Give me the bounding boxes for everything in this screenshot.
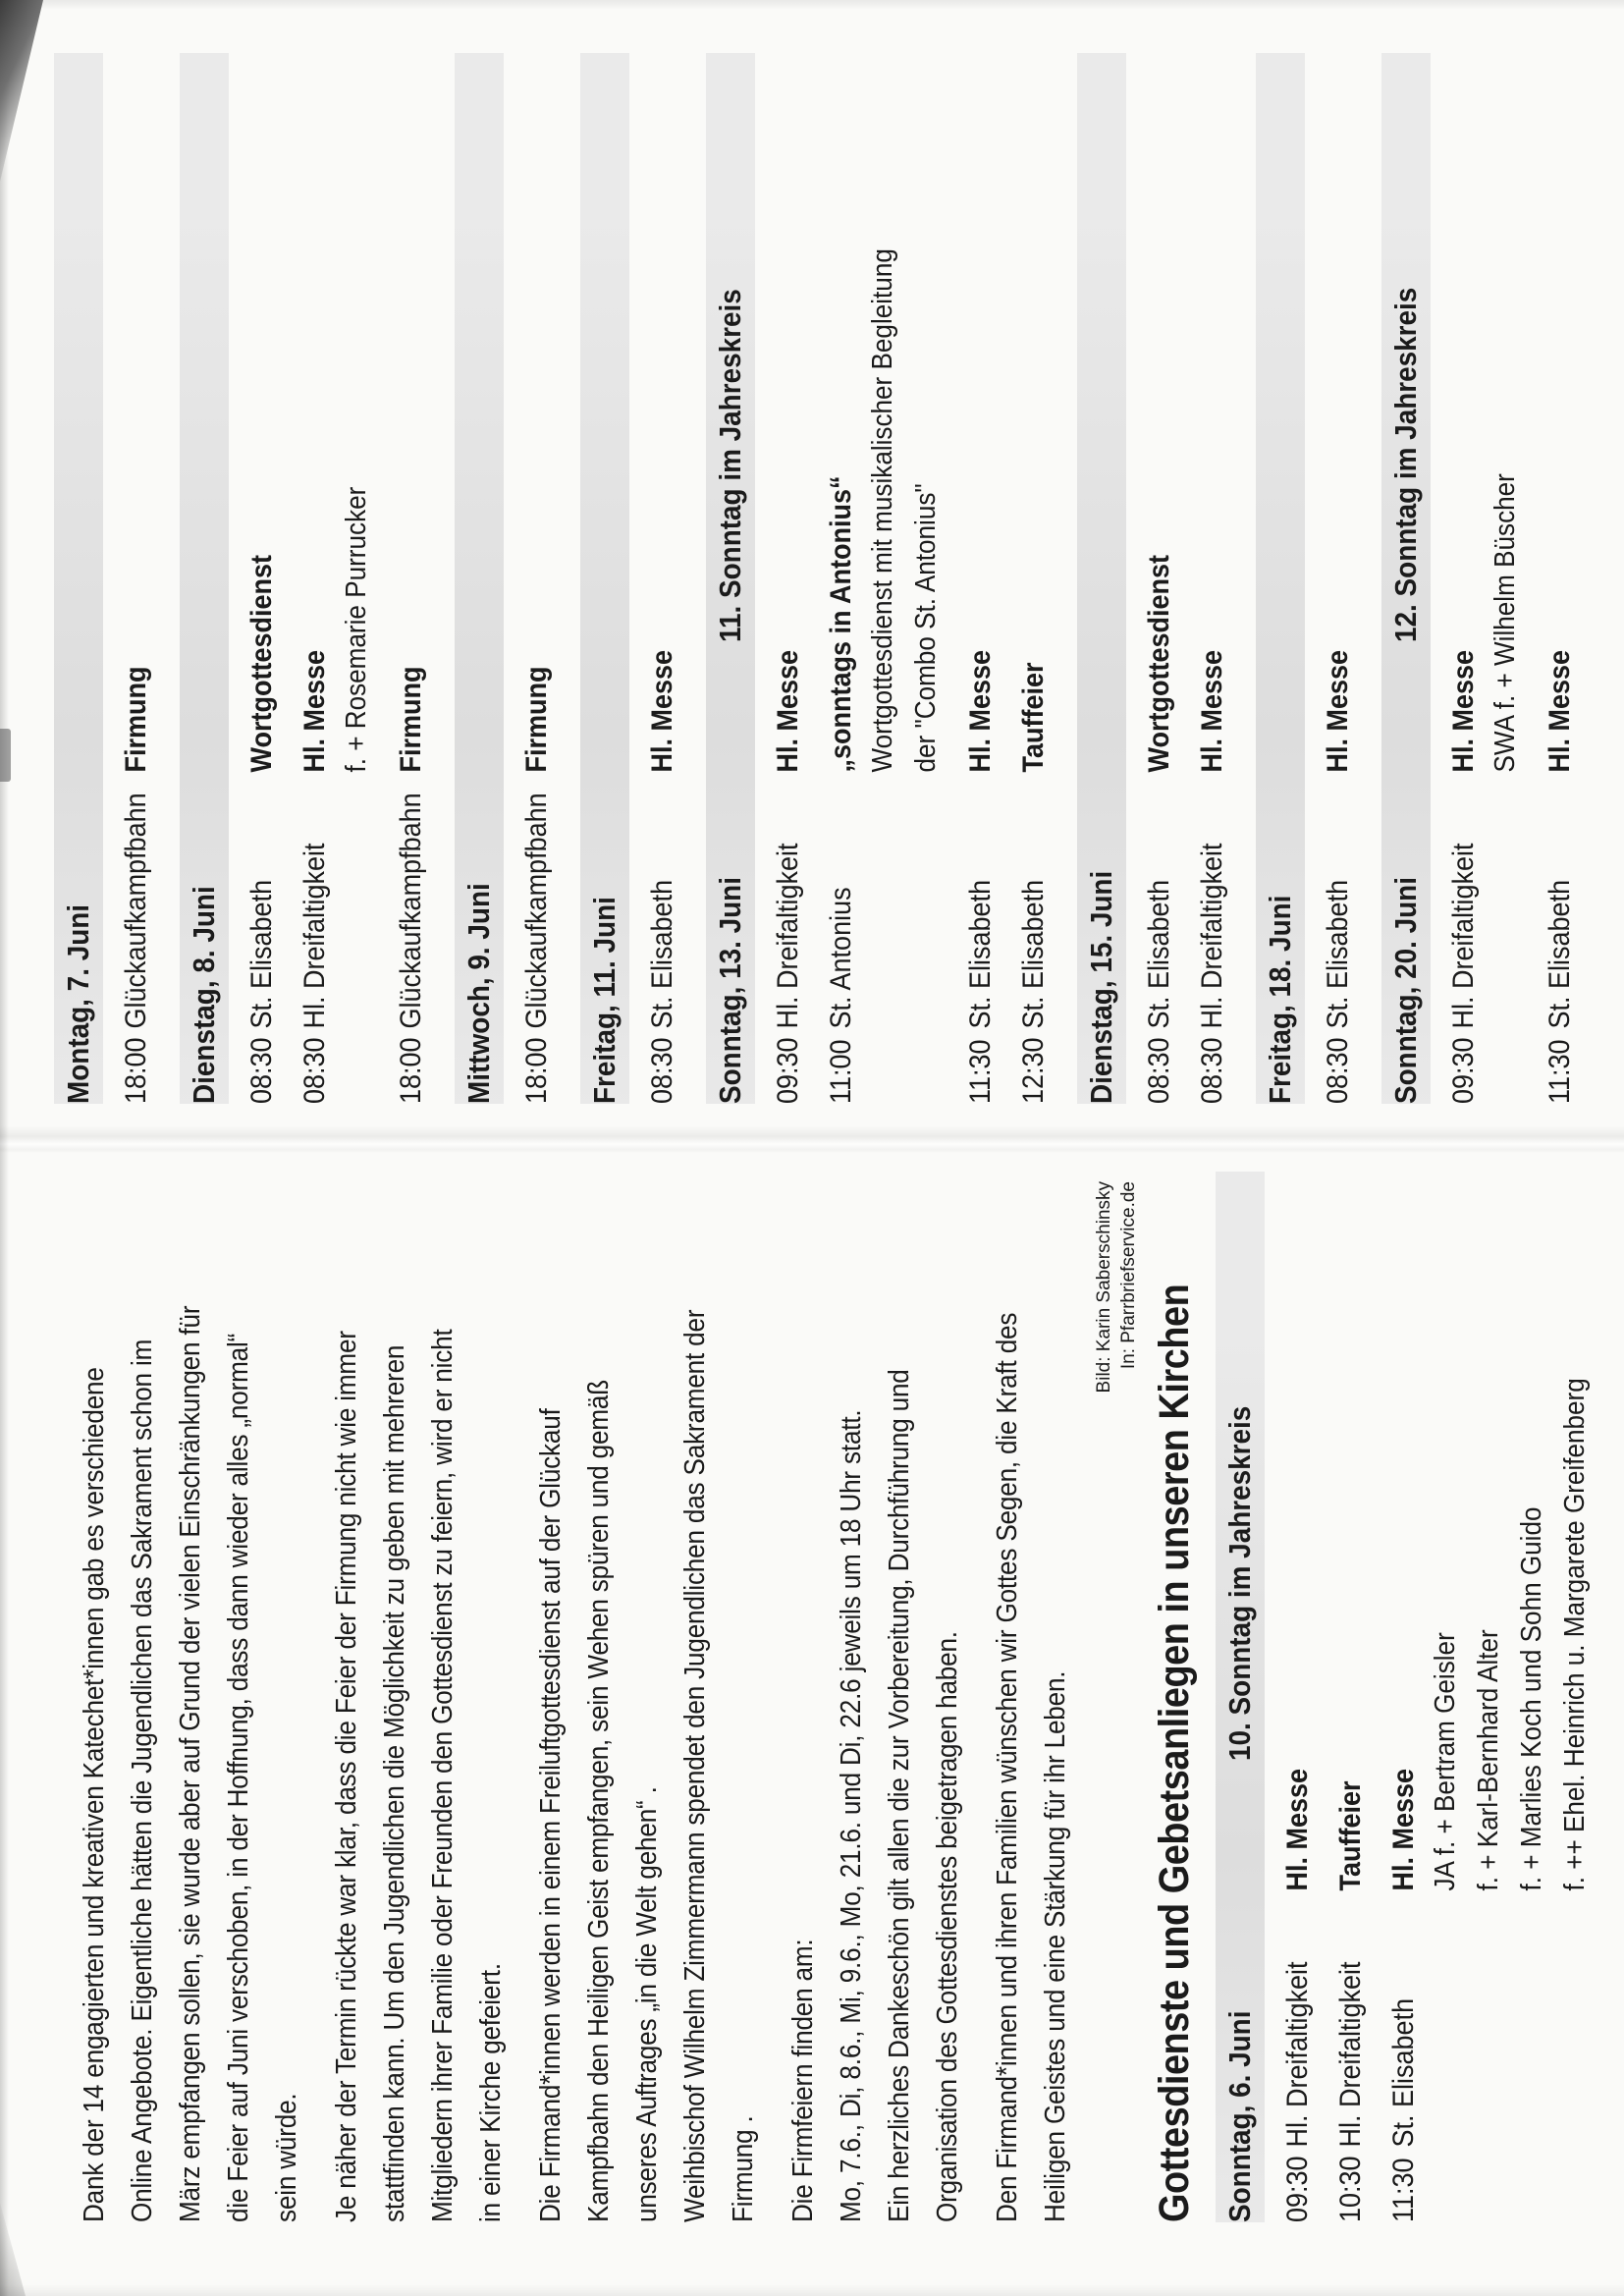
article-line: unseres Auftrages „in die Welt gehen“ .: [631, 1786, 663, 2222]
schedule-entry: [822, 110, 861, 1104]
day-week-label: 11. Sonntag im Jahreskreis: [713, 289, 747, 642]
entry-note: JA f. + Bertram Geisler: [1430, 1632, 1461, 1891]
entry-location: Glückaufkampfbahn: [120, 793, 152, 1029]
entry-location: St. Elisabeth: [646, 879, 678, 1029]
entry-title: Hl. Messe: [1447, 649, 1480, 773]
article-line: Weihbischof Wilhelm Zimmermann spendet den Jugendlichen das Sakrament der: [679, 1309, 711, 2222]
entry-title: Wortgottesdienst: [245, 555, 278, 773]
entry-time: 08:30: [1322, 1037, 1354, 1104]
entry-location: St. Elisabeth: [245, 879, 278, 1029]
entry-note: f. ++ Ehel. Heinrich u. Margarete Greifenberg: [1559, 1378, 1591, 1891]
day-week-label: 10. Sonntag im Jahreskreis: [1222, 1405, 1257, 1761]
article-line: Dank der 14 engagierten und kreativen Katechet*innen gab es verschiedene: [79, 1367, 110, 2222]
day-header: [455, 53, 504, 1104]
schedule-left: [1216, 1148, 1597, 2222]
article-paragraph: [984, 1148, 1080, 2222]
entry-location: St. Elisabeth: [1387, 1997, 1420, 2148]
article-line: Organisation des Gottesdienstes beigetragen haben.: [932, 1631, 963, 2222]
entry-time: 18:00: [395, 1037, 427, 1104]
entry-note: der "Combo St. Antonius": [910, 483, 942, 773]
photo-credit-line1: Bild: Karin Saberschinsky: [1094, 1181, 1114, 1394]
section-heading: Gottesdienste und Gebetsanliegen in unseren Kirchen: [1151, 1284, 1198, 2222]
day-header: [1077, 53, 1126, 1104]
schedule-entry: [643, 110, 682, 1104]
article-line: Die Firmfeiern finden am:: [787, 1939, 819, 2222]
entry-location: Glückaufkampfbahn: [395, 793, 427, 1029]
schedule-entry: [1444, 110, 1484, 1104]
entry-title: Firmung: [120, 666, 152, 773]
day-header: [706, 53, 755, 1104]
article-line: Den Firmand*innen und ihren Familien wünschen wir Gottes Segen, die Kraft des: [992, 1312, 1023, 2222]
article-line: Die Firmand*innen werden in einem Freiluftgottesdienst auf der Glückauf: [535, 1408, 567, 2222]
article-line: die Feier auf Juni verschoben, in der Hoffnung, dass dann wieder alles „normal“: [223, 1333, 254, 2222]
day-block: [180, 0, 431, 1104]
entry-title: Firmung: [395, 666, 427, 773]
entry-title: „sonntags in Antonius“: [825, 475, 857, 773]
schedule-entry: [1193, 110, 1232, 1104]
schedule-entry: [243, 110, 282, 1104]
day-date: Freitag, 11. Juni: [587, 897, 622, 1104]
schedule-entry: [392, 110, 431, 1104]
day-date: Sonntag, 20. Juni: [1388, 877, 1423, 1104]
entry-title: Hl. Messe: [1196, 649, 1228, 773]
article-line: in einer Kirche gefeiert.: [475, 1963, 507, 2222]
entry-time: 11:30: [1387, 2158, 1420, 2222]
entry-location: St. Antonius: [825, 887, 857, 1029]
entry-time: 11:30: [964, 1039, 997, 1104]
photo-credit-line2: In: Pfarrbriefservice.de: [1118, 1181, 1139, 1370]
day-date: Sonntag, 13. Juni: [713, 877, 747, 1104]
day-date: Sonntag, 6. Juni: [1222, 2010, 1257, 2222]
entry-time: 12:30: [1017, 1037, 1050, 1104]
schedule-entry: [1140, 110, 1179, 1104]
article-line: sein würde.: [271, 2093, 302, 2222]
day-block: [706, 0, 1054, 1104]
entry-title: Hl. Messe: [1322, 649, 1354, 773]
article-line: stattfinden kann. Um den Jugendlichen die Möglichkeit zu geben mit mehreren: [379, 1344, 410, 2222]
entry-title: Wortgottesdienst: [1143, 555, 1175, 773]
schedule-entry: [296, 110, 335, 1104]
day-date: Montag, 7. Juni: [61, 903, 95, 1104]
entry-time: 18:00: [520, 1037, 553, 1104]
entry-time: 10:30: [1334, 2156, 1367, 2222]
entry-location: St. Elisabeth: [1143, 879, 1175, 1029]
entry-title: Hl. Messe: [646, 649, 678, 773]
day-block: [580, 0, 682, 1104]
article-paragraph: [71, 1148, 311, 2222]
article-line: März empfangen sollen, sie wurde aber auf Grund der vielen Einschränkungen für: [175, 1305, 206, 2222]
article-text: [71, 1148, 1080, 2222]
schedule-entry: [1014, 110, 1054, 1104]
article-line: Mo, 7.6., Di, 8.6., Mi, 9.6., Mo, 21.6. und Di, 22.6 jeweils um 18 Uhr statt.: [836, 1409, 867, 2222]
entry-time: 11:00: [825, 1039, 857, 1104]
entry-title: Hl. Messe: [772, 649, 804, 773]
article-line: Firmung .: [728, 2115, 759, 2222]
day-header: [54, 53, 103, 1104]
schedule-entry: [517, 110, 557, 1104]
entry-note: Wortgottesdienst mit musikalischer Begleitung: [867, 248, 898, 773]
entry-location: St. Elisabeth: [964, 879, 997, 1029]
article-paragraph: [527, 1148, 768, 2222]
article-line: Kampfbahn den Heiligen Geist empfangen, sein Wehen spüren und gemäß: [583, 1379, 615, 2222]
entry-time: 08:30: [1143, 1037, 1175, 1104]
page-left-article: [0, 1148, 1624, 2296]
entry-title: Tauffeier: [1017, 662, 1050, 773]
entry-location: St. Elisabeth: [1017, 879, 1050, 1029]
article-line: Ein herzliches Dankeschön gilt allen die zur Vorbereitung, Durchführung und: [884, 1369, 915, 2222]
entry-location: Glückaufkampfbahn: [520, 793, 553, 1029]
entry-location: Hl. Dreifaltigkeit: [1281, 1961, 1314, 2148]
entry-note: f. + Marlies Koch und Sohn Guido: [1516, 1506, 1547, 1891]
entry-time: 09:30: [772, 1037, 804, 1104]
day-block: [455, 0, 557, 1104]
article-line: Online Angebote. Eigentliche hätten die Jugendlichen das Sakrament schon im: [127, 1339, 158, 2222]
entry-time: 11:30: [1543, 1039, 1576, 1104]
day-block: [1381, 0, 1580, 1104]
schedule-entry: [1278, 1255, 1318, 2222]
entry-time: 08:30: [646, 1037, 678, 1104]
day-week-label: 12. Sonntag im Jahreskreis: [1388, 287, 1423, 642]
day-date: Freitag, 18. Juni: [1263, 895, 1297, 1104]
day-header: [1216, 1172, 1265, 2222]
schedule-right: [54, 0, 1580, 1104]
schedule-entry: [769, 110, 808, 1104]
day-block: [1216, 1148, 1597, 2222]
entry-note: SWA f. + Wilhelm Büscher: [1489, 473, 1521, 773]
schedule-entry: [1319, 110, 1358, 1104]
entry-time: 18:00: [120, 1037, 152, 1104]
photo-credit: [1092, 1181, 1141, 2222]
entry-time: 09:30: [1447, 1037, 1480, 1104]
entry-title: Tauffeier: [1334, 1780, 1367, 1891]
day-date: Dienstag, 8. Juni: [187, 886, 221, 1104]
entry-time: 09:30: [1281, 2156, 1314, 2222]
entry-location: Hl. Dreifaltigkeit: [1447, 843, 1480, 1029]
entry-location: Hl. Dreifaltigkeit: [772, 843, 804, 1029]
article-line: Je näher der Termin rückte war klar, dass die Feier der Firmung nicht wie immer: [331, 1331, 362, 2222]
day-date: Mittwoch, 9. Juni: [461, 883, 496, 1104]
article-line: Heiligen Geistes und eine Stärkung für ihr Leben.: [1040, 1670, 1071, 2222]
entry-note: f. + Rosemarie Purrucker: [341, 486, 372, 773]
entry-location: St. Elisabeth: [1322, 879, 1354, 1029]
article-paragraph: [780, 1148, 972, 2222]
day-header: [180, 53, 229, 1104]
day-block: [1077, 0, 1232, 1104]
entry-title: Hl. Messe: [1543, 649, 1576, 773]
article-paragraph: [323, 1148, 515, 2222]
entry-title: Firmung: [520, 666, 553, 773]
schedule-entry: [1541, 110, 1580, 1104]
entry-time: 08:30: [1196, 1037, 1228, 1104]
article-line: Mitgliedern ihrer Familie oder Freunden den Gottesdienst zu feiern, wird er nicht: [427, 1329, 459, 2222]
day-header: [1381, 53, 1431, 1104]
entry-title: Hl. Messe: [1387, 1768, 1420, 1891]
entry-title: Hl. Messe: [964, 649, 997, 773]
schedule-entry: [1331, 1255, 1371, 2222]
day-date: Dienstag, 15. Juni: [1084, 870, 1118, 1104]
schedule-entry: [117, 110, 156, 1104]
schedule-entry: [1384, 1255, 1424, 2222]
entry-location: Hl. Dreifaltigkeit: [1196, 843, 1228, 1029]
day-block: [54, 0, 156, 1104]
entry-location: St. Elisabeth: [1543, 879, 1576, 1029]
entry-note: f. + Karl-Bernhard Alter: [1473, 1629, 1504, 1891]
entry-time: 08:30: [245, 1037, 278, 1104]
day-header: [1256, 53, 1305, 1104]
schedule-entry: [961, 110, 1001, 1104]
entry-title: Hl. Messe: [298, 649, 331, 773]
entry-title: Hl. Messe: [1281, 1768, 1314, 1891]
entry-location: Hl. Dreifaltigkeit: [298, 843, 331, 1029]
day-header: [580, 53, 629, 1104]
day-block: [1256, 0, 1358, 1104]
entry-time: 08:30: [298, 1037, 331, 1104]
entry-location: Hl. Dreifaltigkeit: [1334, 1961, 1367, 2148]
